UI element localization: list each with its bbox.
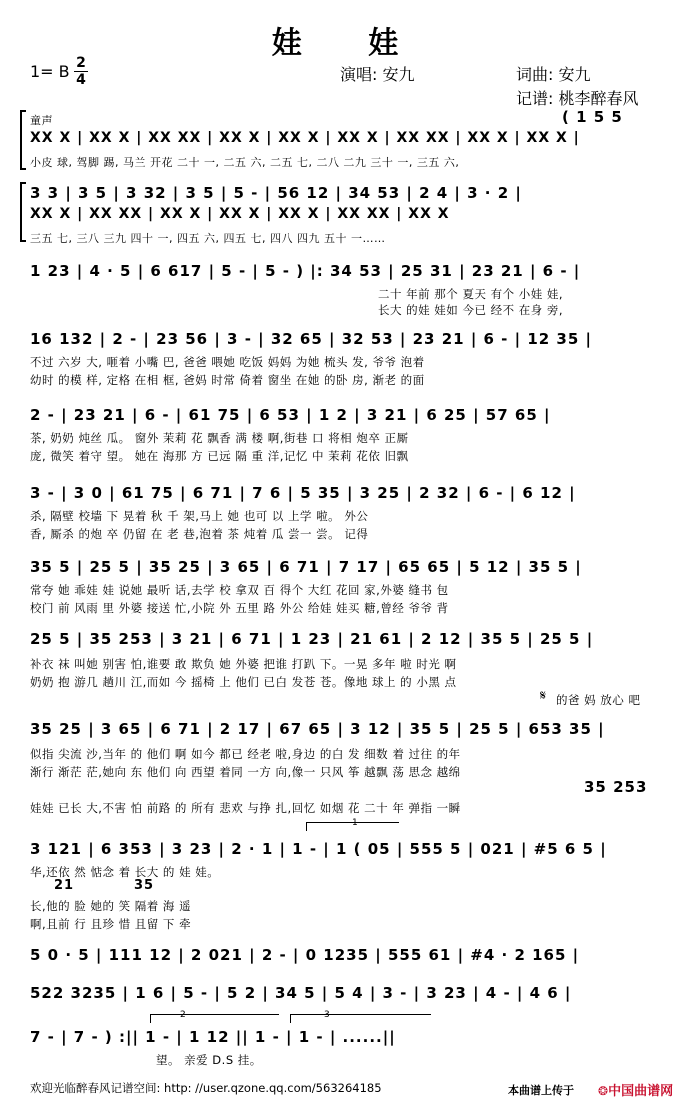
lyric-verse-2: 长大 的娃 娃如 今已 经不 在身 旁,: [378, 303, 564, 317]
notation-row: 16 132 | 2 - | 23 56 | 3 - | 32 65 | 32 53 | 23 21 | 6 - | 12 35 |: [30, 330, 592, 348]
lyric-verse-3: 的爸 妈 放心 吧: [556, 693, 641, 707]
notation-row: 35 25 | 3 65 | 6 71 | 2 17 | 67 65 | 3 12 | 35 5 | 25 5 | 653 35 |: [30, 720, 605, 738]
notation-row: 2 - | 23 21 | 6 - | 61 75 | 6 53 | 1 2 | 3 21 | 6 25 | 57 65 |: [30, 406, 551, 424]
lyric-verse-2: 长,他的 脸 她的 笑 隔着 海 遥: [30, 899, 192, 913]
notation-row: 35 5 | 25 5 | 35 25 | 3 65 | 6 71 | 7 17 | 65 65 | 5 12 | 35 5 |: [30, 558, 582, 576]
words-line-2: 三五 七, 三八 三九 四十 一, 四五 六, 四五 七, 四八 四九 五十 一……: [30, 232, 386, 245]
pickup-notes: ( 1 5 5: [562, 108, 623, 126]
lyric-verse-3: 啊,且前 行 且珍 惜 且留 下 牵: [30, 917, 192, 931]
site-logo: ❂中国曲谱网: [598, 1084, 674, 1099]
lyric-verse-2: 奶奶 抱 游几 趟川 江,而如 今 摇椅 上 他们 已白 发苍 苍。像地 球上 的 小黑 点: [30, 675, 457, 689]
system-brace-1: [20, 110, 26, 170]
lyric-verse-1: 常夸 她 乖娃 娃 说她 最听 话,去学 校 拿双 百 得个 大红 花回 家,外婆 缝书 包: [30, 583, 449, 597]
notation-row: 5 0 · 5 | 111 12 | 2 021 | 2 - | 0 1235 | 555 61 | #4 · 2 165 |: [30, 946, 580, 964]
notation-row: 3 121 | 6 353 | 3 23 | 2 · 1 | 1 - | 1 ( 05 | 555 5 | 021 | #5 6 5 |: [30, 840, 607, 858]
time-signature: 2 4: [74, 56, 88, 87]
lyric-verse-1: 补衣 袜 叫她 别害 怕,谁要 敢 欺负 她 外婆 把谁 打趴 下。一晃 多年 啦 时光 啊: [30, 657, 457, 671]
key-signature: 1= B: [30, 62, 70, 81]
words-line-1: 小皮 球, 驾脚 踢, 马兰 开花 二十 一, 二五 六, 二五 七, 二八 二九 三十 一, 三五 六,: [30, 156, 460, 169]
notation-row: 1 23 | 4 · 5 | 6 617 | 5 - | 5 - ) |: 34 53 | 25 31 | 23 21 | 6 - |: [30, 262, 581, 280]
alternate-notes: 35: [134, 878, 155, 893]
rhythm-line-1: XX X | XX X | XX XX | XX X | XX X | XX X | XX XX | XX X | XX X |: [30, 130, 580, 146]
lyric-verse-1: 二十 年前 那个 夏天 有个 小娃 娃,: [378, 287, 564, 301]
notation-row: 7 - | 7 - ) :|| 1 - | 1 12 || 1 - | 1 - | ......||: [30, 1028, 396, 1046]
lyric-verse-1: 不过 六岁 大, 咂着 小嘴 巴, 爸爸 喂她 吃饭 妈妈 为她 梳头 发, 爷爷 泡着: [30, 355, 425, 369]
notation-row: 25 5 | 35 253 | 3 21 | 6 71 | 1 23 | 21 61 | 2 12 | 35 5 | 25 5 |: [30, 630, 594, 648]
lyric-verse-2: 校门 前 风雨 里 外婆 接送 忙,小院 外 五里 路 外公 给娃 娃买 糖,曾经 爷爷 背: [30, 601, 449, 615]
lyric-verse-1: 望。 亲爱 D.S 挂。: [156, 1053, 262, 1067]
voice-label: 童声: [30, 114, 53, 127]
notation-row: 3 - | 3 0 | 61 75 | 6 71 | 7 6 | 5 35 | 3 25 | 2 32 | 6 - | 6 12 |: [30, 484, 576, 502]
lyric-verse-3: 娃娃 已长 大,不害 怕 前路 的 所有 悲欢 与挣 扎,回忆 如烟 花 二十 年 弹指 一瞬: [30, 801, 461, 815]
lyric-verse-1: 似指 尖流 沙,当年 的 他们 啊 如今 都已 经老 啦,身边 的白 发 细数 着 过往 的年: [30, 747, 461, 761]
lyric-verse-1: 杀, 隔壁 校墙 下 晃着 秋 千 架,马上 她 也可 以 上学 啦。 外公: [30, 509, 369, 523]
song-title: 娃 娃: [271, 26, 427, 61]
lyric-verse-2: 渐行 渐茫 茫,她向 东 他们 向 西望 着同 一方 向,像一 只风 筝 越飘 荡 思念 越绵: [30, 765, 461, 779]
logo-icon: ❂: [598, 1084, 609, 1098]
segno-sign: 𝄋: [540, 688, 547, 704]
lyric-verse-2: 香, 厮杀 的炮 卒 仍留 在 老 巷,泡着 茶 炖着 瓜 尝一 尝。 记得: [30, 527, 369, 541]
volta-number-2: 2: [180, 1010, 186, 1020]
volta-number-3: 3: [324, 1010, 330, 1020]
notation-info: 记谱: 桃李醉春风: [516, 89, 639, 108]
lyric-verse-2: 幼时 的模 样, 定格 在相 框, 爸妈 时常 倚着 窗坐 在她 的卧 房, 渐老 的面: [30, 373, 425, 387]
volta-number-1: 1: [352, 818, 358, 828]
notation-row: 522 3235 | 1 6 | 5 - | 5 2 | 34 5 | 5 4 | 3 - | 3 23 | 4 - | 4 6 |: [30, 984, 572, 1002]
melody-line-2: 3 3 | 3 5 | 3 32 | 3 5 | 5 - | 56 12 | 34 53 | 2 4 | 3 · 2 |: [30, 184, 522, 202]
lyric-verse-1: 茶, 奶奶 炖丝 瓜。 窗外 茉莉 花 飘香 满 楼 啊,街巷 口 将相 炮卒 正厮: [30, 431, 409, 445]
rhythm-line-2: XX X | XX XX | XX X | XX X | XX X | XX XX | XX X: [30, 206, 450, 222]
footer-link[interactable]: 欢迎光临醉春风记谱空间: http: //user.qzone.qq.com/563264185: [30, 1081, 382, 1095]
lyric-verse-1: 华,还依 然 惦念 着 长大 的 娃 娃。: [30, 865, 220, 879]
composer-info: 词曲: 安九: [516, 65, 591, 84]
system-brace-2: [20, 182, 26, 242]
lyric-verse-2: 庞, 微笑 着守 望。 她在 海那 方 已远 隔 重 洋,记忆 中 茉莉 花依 旧飘: [30, 449, 409, 463]
singer-info: 演唱: 安九: [340, 65, 415, 84]
alternate-notes: 35 253: [584, 778, 648, 796]
volta-bracket-3: [290, 1014, 431, 1023]
alternate-notes: 21: [54, 878, 75, 893]
volta-bracket-2: [150, 1014, 279, 1023]
upload-credit: 本曲谱上传于: [508, 1084, 574, 1097]
